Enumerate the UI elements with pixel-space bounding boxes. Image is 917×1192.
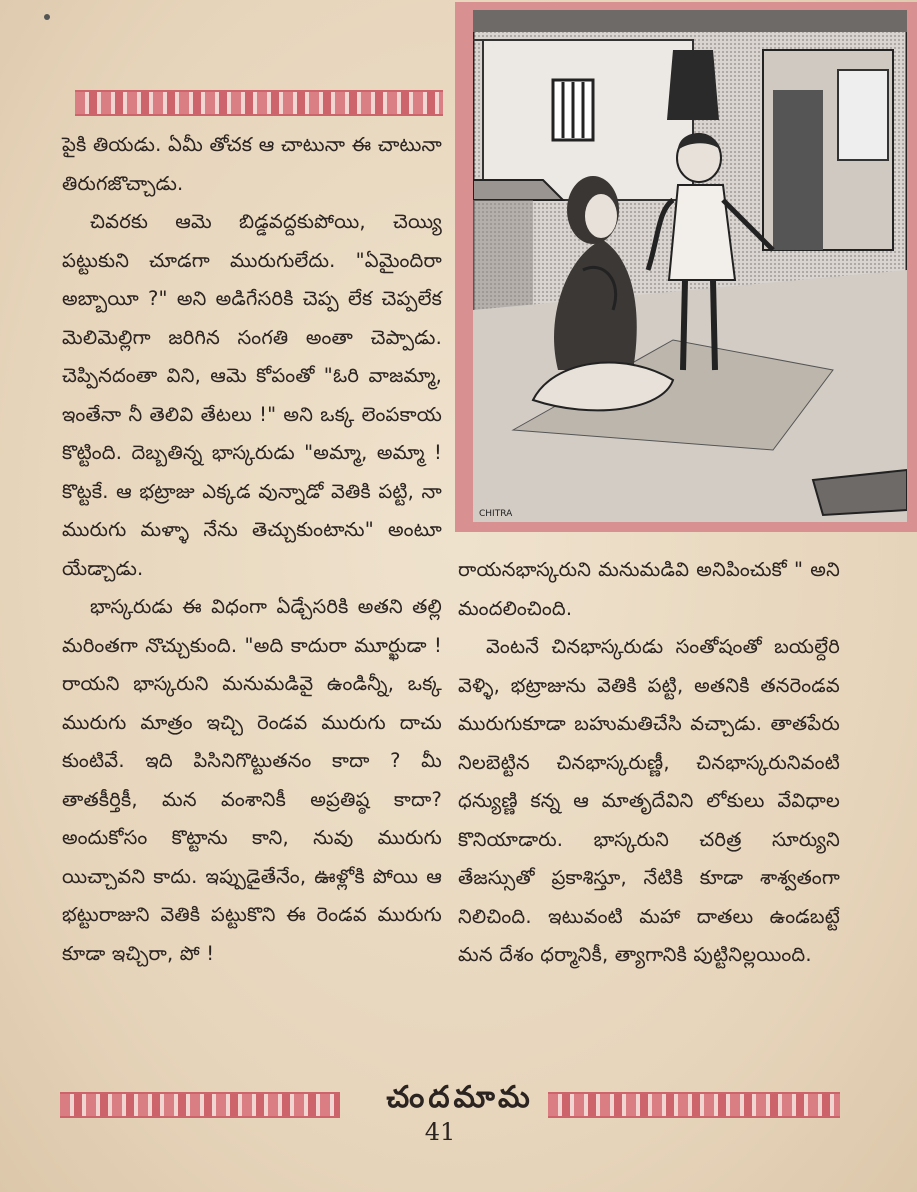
- footer-ornament-left: [60, 1092, 340, 1118]
- footer-ornament-right: [548, 1092, 840, 1118]
- paragraph: చివరకు ఆమె బిడ్డవద్దకుపోయి, చెయ్యి పట్టుకుని చూడగా మురుగులేదు. "ఏమైందిరా అబ్బాయీ ?" అని అడిగేసరికి చెప్ప లేక చెప్పలేక మెలిమెల్లిగా జరిగిన సంగతి అంతా చెప్పాడు. చెప్పినదంతా విని, ఆమె కోపంతో "ఓరి వాజమ్మా, ఇంతేనా నీ తెలివి తేటలు !" అని ఒక్క లెంపకాయ కొట్టింది. దెబ్బతిన్న భాస్కరుడు "అమ్మా, అమ్మా ! కొట్టకే. ఆ భట్రాజు ఎక్కడ వున్నాడో వెతికి పట్టి, నా మురుగు మళ్ళా నేను తెచ్చుకుంటాను" అంటూ యేడ్చాడు.: [62, 210, 442, 580]
- page-number: 41: [424, 1118, 456, 1146]
- paragraph: వెంటనే చినభాస్కరుడు సంతోషంతో బయల్దేరి వెళ్ళి, భట్రాజును వెతికి పట్టి, అతనికి తనరెండవ మురుగుకూడా బహుమతిచేసి వచ్చాడు. తాతపేరు నిలబెట్టిన చినభాస్కరుణ్ణీ, చినభాస్కరునివంటి ధన్యుణ్ణి కన్న ఆ మాతృదేవిని లోకులు వేవిధాల కొనియాడారు. భాస్కరుని చరిత్ర సూర్యుని తేజస్సుతో ప్రకాశిస్తూ, నేటికి కూడా శాశ్వతంగా నిలిచింది. ఇటువంటి మహా దాతలు ఉండబట్టే మన దేశం ధర్మానికీ, త్యాగానికి పుట్టినిల్లయింది.: [458, 635, 840, 966]
- artist-signature: CHITRA: [479, 509, 513, 519]
- paragraph: పైకి తియడు. ఏమీ తోచక ఆ చాటునా ఈ చాటునా తిరుగజొచ్చాడు.: [62, 133, 442, 195]
- right-text-column: [458, 551, 840, 975]
- magazine-title: చందమామ: [386, 1080, 534, 1115]
- left-text-column: [62, 126, 442, 973]
- story-illustration: [455, 2, 917, 532]
- paragraph: భాస్కరుడు ఈ విధంగా ఏడ్చేసరికి అతని తల్లి మరింతగా నొచ్చుకుంది. "అది కాదురా మూర్ఖుడా ! రాయని భాస్కరుని మనుమడివై ఉండిన్నీ, ఒక్క మురుగు మాత్రం ఇచ్చి రెండవ మురుగు దాచు కుంటివే. ఇది పిసినిగొట్టుతనం కాదా ? మీ తాతకీర్తికీ, మన వంశానికీ అప్రతిష్ఠ కాదా? అందుకోసం కొట్టాను కాని, నువు మురుగు యిచ్చావని కాదు. ఇప్పుడైతేనేం, ఊళ్లోకి పోయి ఆ భట్టురాజుని వెతికి పట్టుకొని ఈ రెండవ మురుగు కూడా ఇచ్చిరా, పో !: [62, 595, 442, 965]
- ink-speck: [44, 14, 50, 20]
- mother-and-son-illustration: [473, 10, 907, 522]
- paragraph: రాయనభాస్కరుని మనుమడివి అనిపించుకో " అని మందలించింది.: [458, 558, 840, 620]
- top-ornament-border: [75, 90, 443, 116]
